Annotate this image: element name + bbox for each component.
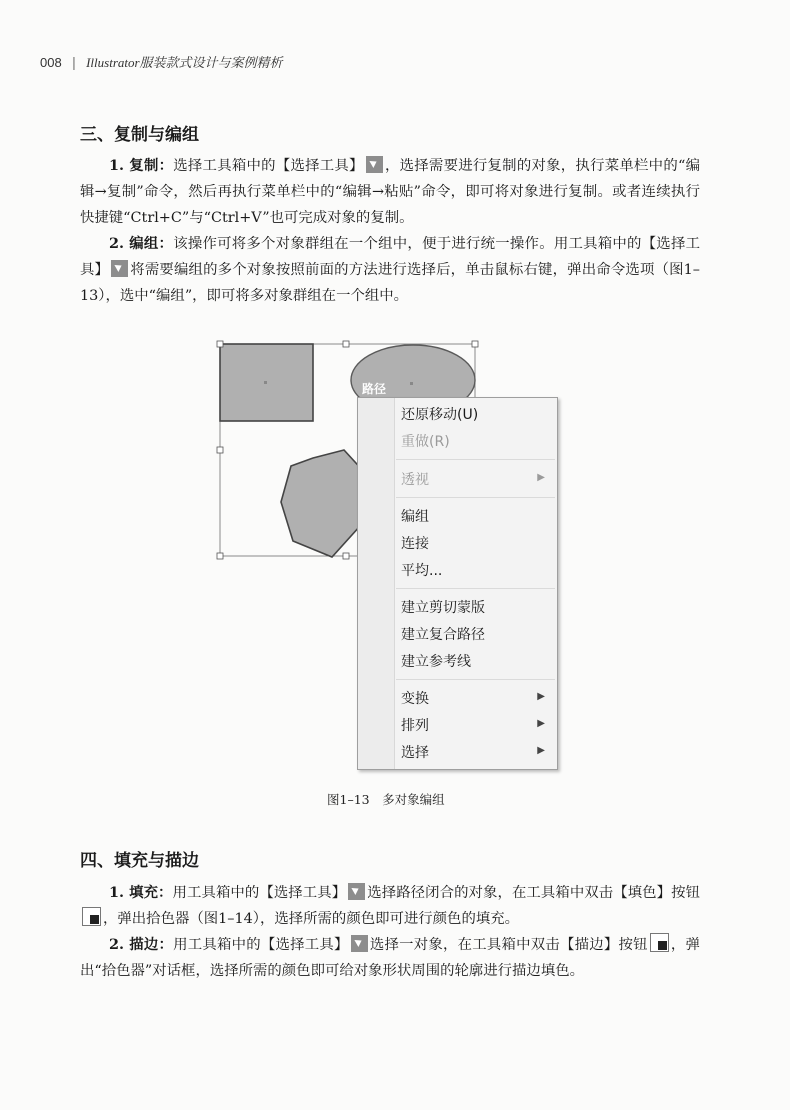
text: 选择工具箱中的【选择工具】 [173,158,364,174]
section4-body [80,880,700,984]
fill-stroke-swatch-icon [650,933,669,952]
text: 用工具箱中的【选择工具】 [172,885,347,901]
text: ，选择需要进行复制的对象，执行菜单栏中的“编辑→复制”命令，然后再执行菜单栏中的“编辑→粘贴”命令，即可将对象进行复制。或者连续执行快捷键“Ctrl+C”与“Ctrl+V”也可完成对象的复制。 [80,158,700,226]
handle-bottom-left[interactable] [217,553,223,559]
running-header [40,52,283,71]
handle-top-middle[interactable] [343,341,349,347]
ellipse-center-point [410,382,413,385]
square-center-point [264,381,267,384]
selection-tool-icon [366,156,383,173]
selection-tool-icon [348,883,365,900]
menu-item-group[interactable]: 编组 [401,509,429,525]
hexagon-shape[interactable] [281,450,366,557]
paragraph-fill [80,880,700,932]
text: 将需要编组的多个对象按照前面的方法进行选择后，单击鼠标右键，弹出命令选项（图1–13），选中“编组”，即可将多对象群组在一个组中。 [80,262,700,304]
term-fill: 1. 填充： [109,884,173,901]
context-menu [357,397,558,770]
section3-body [80,153,700,309]
submenu-arrow-icon: ▶ [537,472,545,483]
submenu-arrow-icon: ▶ [537,718,545,729]
menu-item-redo[interactable]: 重做(R) [401,434,450,450]
text: ，弹出“拾色器”对话框，选择所需的颜色即可给对象形状周围的轮廓进行描边填色。 [80,937,700,979]
text: ，弹出拾色器（图1–14），选择所需的颜色即可进行颜色的填充。 [103,911,520,927]
menu-icon-gutter [358,398,395,769]
fill-stroke-swatch-icon [82,907,101,926]
menu-item-undo-move[interactable]: 还原移动(U) [401,407,479,423]
menu-separator [396,588,555,589]
book-title: Illustrator服装款式设计与案例精析 [86,55,283,70]
figure-caption: 图1–13 多对象编组 [327,792,445,807]
section-title-fill-stroke: 四、填充与描边 [80,851,199,871]
selection-tool-icon [351,935,368,952]
submenu-arrow-icon: ▶ [537,745,545,756]
menu-item-make-compound-path[interactable]: 建立复合路径 [401,627,485,643]
menu-item-average[interactable]: 平均... [401,563,443,579]
term-group: 2. 编组： [109,235,174,252]
menu-item-make-clipping-mask[interactable]: 建立剪切蒙版 [401,600,485,616]
menu-item-arrange[interactable]: 排列 [401,718,429,734]
paragraph-copy [80,153,700,231]
term-copy: 1. 复制： [109,157,174,174]
text: 选择路径闭合的对象，在工具箱中双击【填色】按钮 [367,885,700,901]
menu-separator [396,459,555,460]
menu-item-select[interactable]: 选择 [401,745,429,761]
menu-item-make-guides[interactable]: 建立参考线 [401,654,471,670]
path-hover-label: 路径 [362,382,387,396]
submenu-arrow-icon: ▶ [537,691,545,702]
selection-tool-icon [111,260,128,277]
menu-item-perspective[interactable]: 透视 [401,472,429,488]
menu-separator [396,497,555,498]
page-number: 008 [40,55,62,70]
header-separator: | [71,56,77,71]
paragraph-stroke [80,932,700,984]
menu-separator [396,679,555,680]
text: 该操作可将多个对象群组在一个组中，便于进行统一操作。用工具箱中的【选择工具】 [80,236,700,278]
term-stroke: 2. 描边： [109,936,174,953]
text: 用工具箱中的【选择工具】 [173,937,349,953]
text: 选择一对象，在工具箱中双击【描边】按钮 [369,937,648,953]
paragraph-group [80,231,700,309]
handle-bottom-middle[interactable] [343,553,349,559]
menu-item-join[interactable]: 连接 [401,536,429,552]
handle-top-left[interactable] [217,341,223,347]
menu-item-transform[interactable]: 变换 [401,691,429,707]
handle-top-right[interactable] [472,341,478,347]
section-title-copy-group: 三、复制与编组 [80,125,199,145]
handle-middle-left[interactable] [217,447,223,453]
